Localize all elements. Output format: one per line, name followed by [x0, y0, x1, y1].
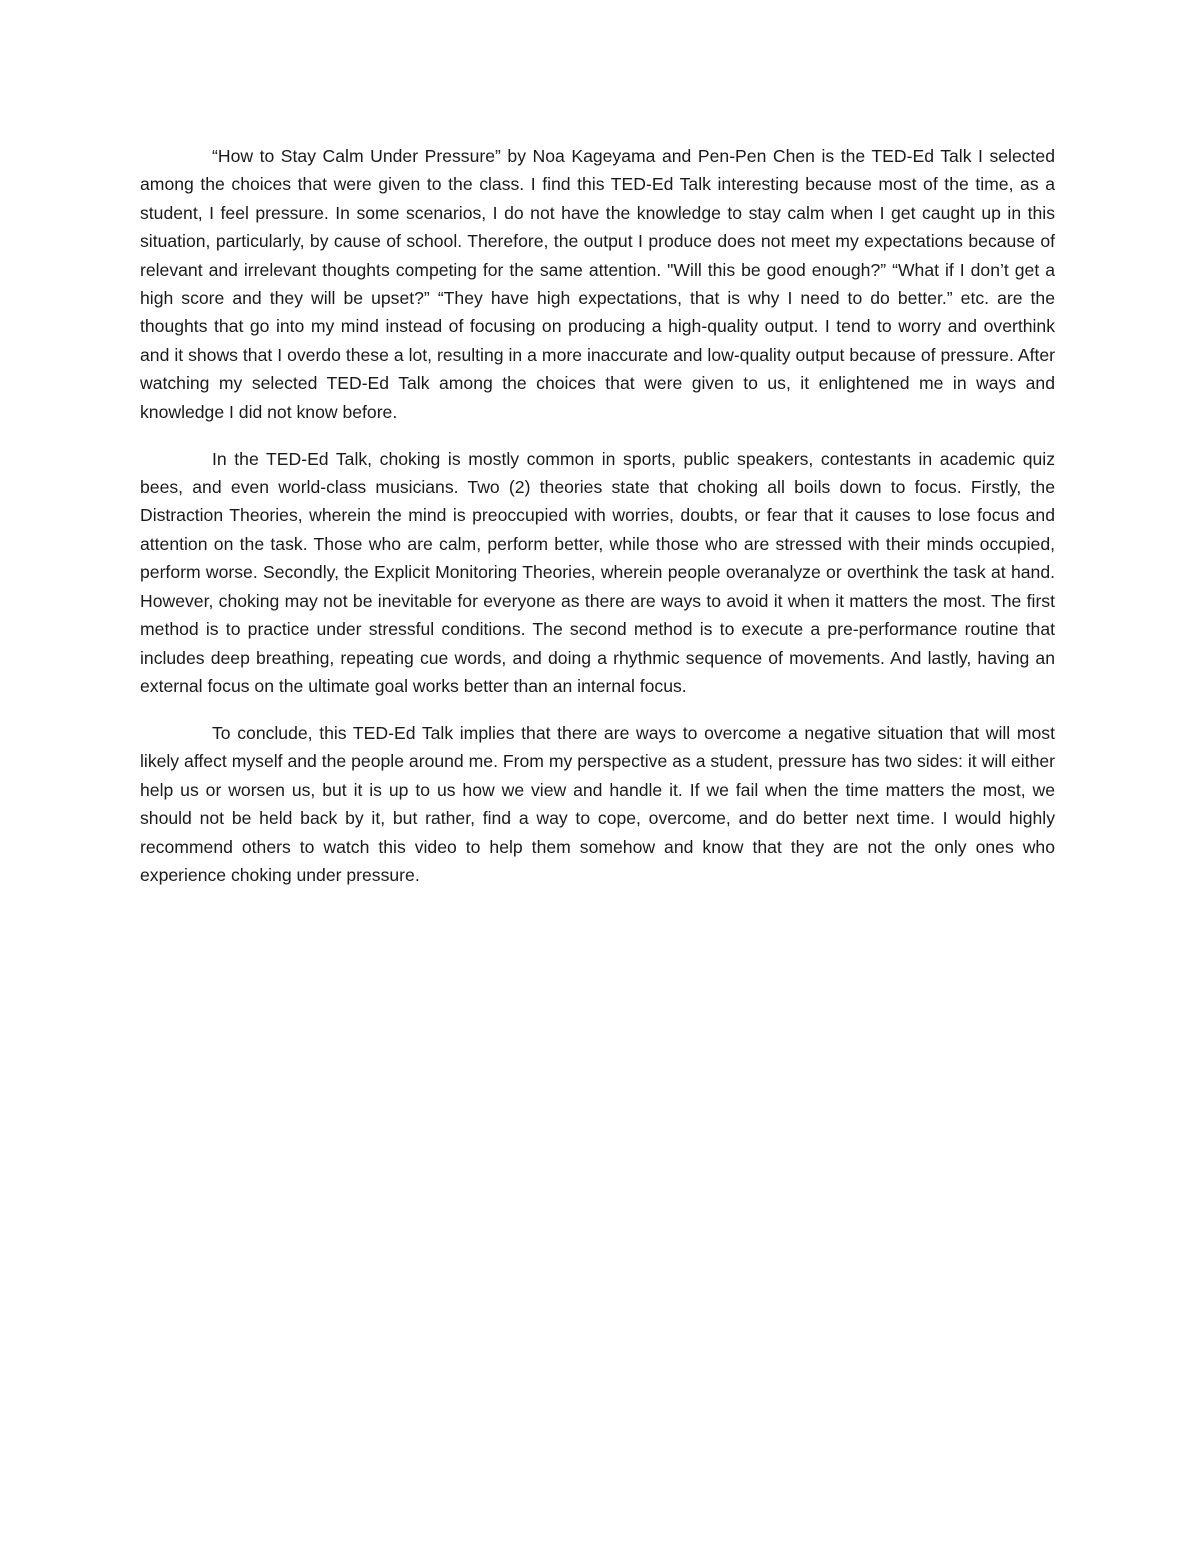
- paragraph-intro: “How to Stay Calm Under Pressure” by Noa Kageyama and Pen-Pen Chen is the TED-Ed Talk I selected among the choices that were given to the class. I find this TED-Ed Talk interesting because most of the time, as a student, I feel pressure. In some scenarios, I do not have the knowledge to stay calm when I get caught up in this situation, particularly, by cause of school. Therefore, the output I produce does not meet my expectations because of relevant and irrelevant thoughts competing for the same attention. "Will this be good enough?” “What if I don’t get a high score and they will be upset?” “They have high expectations, that is why I need to do better.” etc. are the thoughts that go into my mind instead of focusing on producing a high-quality output. I tend to worry and overthink and it shows that I overdo these a lot, resulting in a more inaccurate and low-quality output because of pressure. After watching my selected TED-Ed Talk among the choices that were given to us, it enlightened me in ways and knowledge I did not know before.: [140, 146, 1055, 422]
- paragraph-theories: In the TED-Ed Talk, choking is mostly common in sports, public speakers, contestants in academic quiz bees, and even world-class musicians. Two (2) theories state that choking all boils down to focus. Firstly, the Distraction Theories, wherein the mind is preoccupied with worries, doubts, or fear that it causes to lose focus and attention on the task. Those who are calm, perform better, while those who are stressed with their minds occupied, perform worse. Secondly, the Explicit Monitoring Theories, wherein people overanalyze or overthink the task at hand. However, choking may not be inevitable for everyone as there are ways to avoid it when it matters the most. The first method is to practice under stressful conditions. The second method is to execute a pre-performance routine that includes deep breathing, repeating cue words, and doing a rhythmic sequence of movements. And lastly, having an external focus on the ultimate goal works better than an internal focus.: [140, 448, 1055, 696]
- paragraph-conclusion: To conclude, this TED-Ed Talk implies that there are ways to overcome a negative situation that will most likely affect myself and the people around me. From my perspective as a student, pressure has two sides: it will either help us or worsen us, but it is up to us how we view and handle it. If we fail when the time matters the most, we should not be held back by it, but rather, find a way to cope, overcome, and do better next time. I would highly recommend others to watch this video to help them somehow and know that they are not the only ones who experience choking under pressure.: [140, 722, 1055, 885]
- document-body: [140, 142, 1055, 908]
